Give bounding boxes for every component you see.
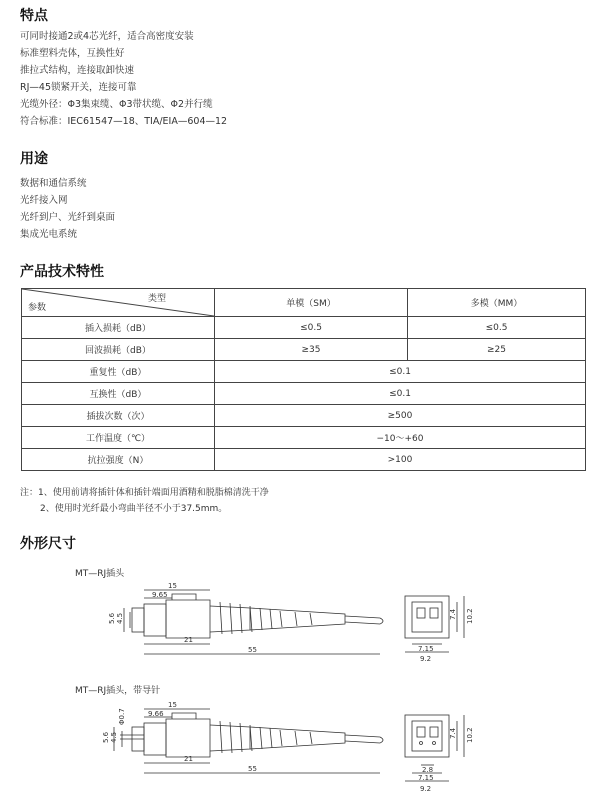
dim-10-2: 10.2 [466,727,474,743]
dim-2-8: 2.8 [422,766,434,774]
fig1-drawing [100,578,520,668]
feature-item: 可同时接通2或4芯光纤，适合高密度安装 [20,31,194,42]
feature-item: 标准塑料壳体，互换性好 [20,48,125,59]
note-1: 注：1、使用前请将插针体和插针端面用酒精和脱脂棉清洗干净 [20,488,269,498]
fig1-label: MT—RJ插头 [75,569,125,579]
note-2: 2、使用时光纤最小弯曲半径不小于37.5mm。 [40,504,228,514]
specs-title: 产品技术特性 [20,264,104,280]
dim-21: 21 [184,636,193,644]
dim-9-65: 9.65 [152,591,168,599]
feature-item: 符合标准：IEC61547—18、TIA/EIA—604—12 [20,116,228,127]
param-cell: 抗拉强度（N） [22,449,215,471]
dim-55: 55 [248,765,257,773]
use-item: 光纤到户、光纤到桌面 [20,212,116,223]
value-cell: −10～+60 [215,427,586,449]
dim-21: 21 [184,755,193,763]
param-cell: 插拔次数（次） [22,405,215,427]
diagonal-header-cell [22,289,215,317]
use-item: 集成光电系统 [20,229,78,240]
header-mm: 多模（MM） [408,289,586,317]
table-row [22,449,586,471]
dim-5-6: 5.6 [108,612,116,624]
dim-7-4: 7.4 [449,727,457,739]
dim-4-5: 4.5 [116,612,124,624]
param-cell: 回波损耗（dB） [22,339,215,361]
table-row [22,317,586,339]
mm-cell: ≥25 [408,339,586,361]
value-cell: >100 [215,449,586,471]
table-row [22,405,586,427]
param-cell: 互换性（dB） [22,383,215,405]
dim-55: 55 [248,646,257,654]
header-param-label: 参数 [28,303,47,313]
dim-7-4: 7.4 [449,608,457,620]
param-cell: 插入损耗（dB） [22,317,215,339]
param-cell: 工作温度（℃） [22,427,215,449]
diagonal-line [22,289,214,316]
header-type-label: 类型 [147,294,166,304]
sm-cell: ≤0.5 [215,317,408,339]
sm-cell: ≥35 [215,339,408,361]
value-cell: ≤0.1 [215,383,586,405]
use-item: 光纤接入网 [20,195,68,206]
use-item: 数据和通信系统 [20,178,87,189]
table-row [22,383,586,405]
fig2-label: MT—RJ插头，带导针 [75,686,161,696]
dim-10-2: 10.2 [466,608,474,624]
dim-15: 15 [168,701,177,709]
uses-title: 用途 [20,151,48,167]
dim-7-15: 7.15 [418,774,434,782]
dimensions-title: 外形尺寸 [20,536,76,552]
table-row [22,427,586,449]
spec-table [21,288,586,471]
param-cell: 重复性（dB） [22,361,215,383]
header-sm: 单模（SM） [215,289,408,317]
value-cell: ≥500 [215,405,586,427]
dim-7-15: 7.15 [418,645,434,653]
dim-5-6: 5.6 [102,731,110,743]
table-row [22,361,586,383]
dim-15: 15 [168,582,177,590]
value-cell: ≤0.1 [215,361,586,383]
features-title: 特点 [20,8,48,24]
dim-4-5: 4.5 [110,731,118,743]
dim-9-2: 9.2 [420,785,432,793]
feature-item: 光缆外径：Φ3集束缆、Φ3带状缆、Φ2并行缆 [20,99,213,110]
fig2-drawing [100,697,520,797]
mm-cell: ≤0.5 [408,317,586,339]
feature-item: RJ—45锁紧开关，连接可靠 [20,82,137,93]
dim-phi-0-7: Φ0.7 [118,708,126,725]
table-row [22,339,586,361]
dim-9-66: 9.66 [148,710,164,718]
table-header-row [22,289,586,317]
feature-item: 推拉式结构，连接取卸快速 [20,65,135,76]
dim-9-2: 9.2 [420,655,432,663]
